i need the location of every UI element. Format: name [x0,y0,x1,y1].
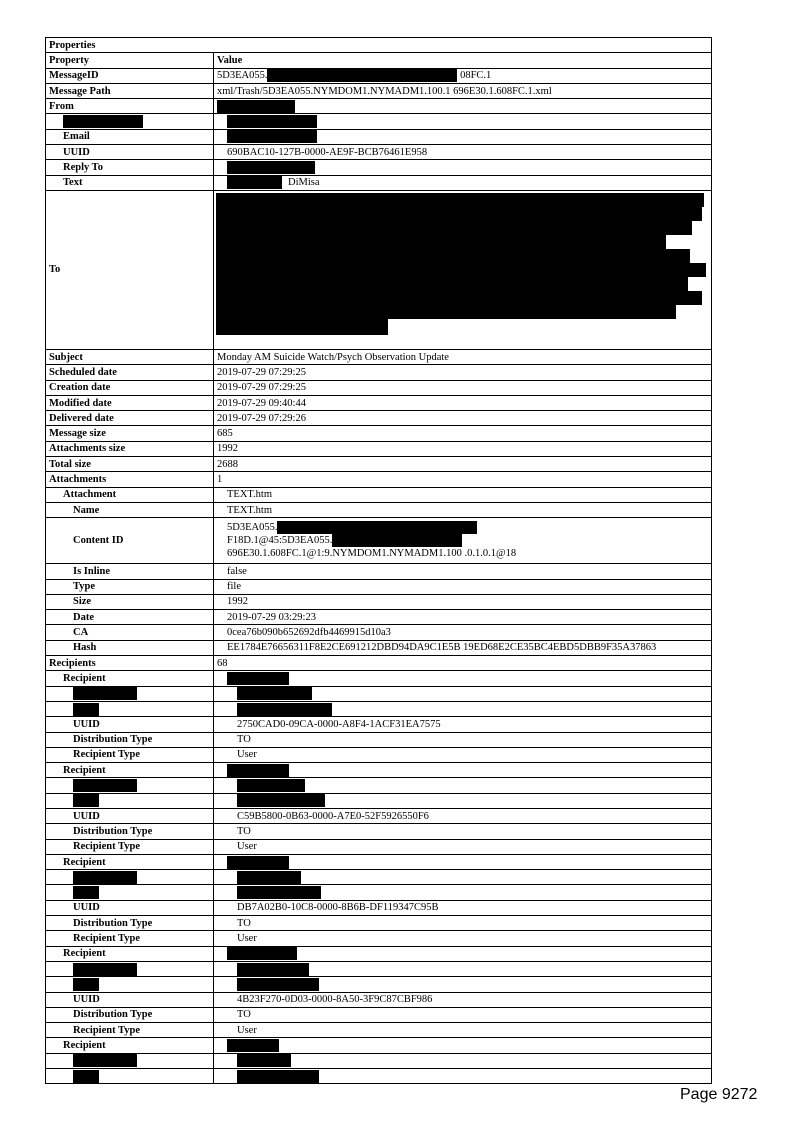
redaction-block [227,161,315,174]
redaction-block [63,115,143,128]
redaction-block [216,319,388,335]
property-value: 1992 [214,594,712,609]
redaction-block [237,1054,291,1067]
page-number: Page 9272 [680,1086,758,1103]
redaction-block [237,687,312,700]
message-id-prefix: 5D3EA055. [217,70,268,82]
recipient-detail-row [46,900,712,915]
property-label [46,870,214,885]
redaction-block [216,207,702,221]
property-label [46,793,214,808]
property-label: Distribution Type [46,824,214,839]
recipient-detail-row [46,824,712,839]
property-label [46,961,214,976]
message-id-suffix: 08FC.1 [457,70,492,82]
property-value [214,1053,712,1068]
content-id-line3: 696E30.1.608FC.1@1:9.NYMDOM1.NYMADM1.100 .0.1.0.1@18 [227,548,517,560]
recipient-detail-row [46,717,712,732]
table-row [46,457,712,472]
property-value: TO [214,824,712,839]
recipient-detail-row [46,701,712,716]
property-value: TO [214,732,712,747]
property-label: Subject [46,349,214,364]
property-value [214,129,712,144]
property-value: 2750CAD0-09CA-0000-A8F4-1ACF31EA7575 [214,717,712,732]
property-value: Monday AM Suicide Watch/Psych Observation Update [214,349,712,364]
recipient-detail-row [46,885,712,900]
property-label [46,701,214,716]
table-row [46,625,712,640]
property-label: Type [46,579,214,594]
property-value [214,68,712,83]
property-label: Is Inline [46,564,214,579]
properties-table-body [46,38,712,1084]
table-row [46,114,712,129]
table-row [46,564,712,579]
redaction-block [216,249,690,263]
property-label: Distribution Type [46,1007,214,1022]
redaction-block [237,779,305,792]
property-value: User [214,931,712,946]
redaction-block [227,1039,279,1052]
redaction-block [227,764,289,777]
redaction-block [237,978,319,991]
redaction-block [73,871,137,884]
redaction-block [216,291,702,305]
table-row [46,610,712,625]
property-label: CA [46,625,214,640]
recipient-row [46,1038,712,1053]
redaction-block [227,856,289,869]
property-value: 2019-07-29 07:29:26 [214,411,712,426]
table-row [46,145,712,160]
property-value: 2688 [214,457,712,472]
property-label: Recipient Type [46,1023,214,1038]
property-label [46,686,214,701]
table-row [46,380,712,395]
recipient-detail-row [46,732,712,747]
property-label: Hash [46,640,214,655]
table-row [46,594,712,609]
property-label: UUID [46,717,214,732]
property-value [214,885,712,900]
property-label: Email [46,129,214,144]
recipient-detail-row [46,1023,712,1038]
recipient-detail-row [46,977,712,992]
property-label: Recipient [46,1038,214,1053]
property-label: Attachments size [46,441,214,456]
redaction-block [73,886,99,899]
redaction-block [216,305,676,319]
property-label: Recipient [46,946,214,961]
property-label: Distribution Type [46,732,214,747]
property-label: Scheduled date [46,365,214,380]
property-label [46,1069,214,1084]
property-label: Recipient Type [46,747,214,762]
property-label: Modified date [46,395,214,410]
property-label: Recipient Type [46,931,214,946]
content-id-line2: F18D.1@45:5D3EA055. [227,535,333,547]
recipient-detail-row [46,839,712,854]
property-value: 690BAC10-127B-0000-AE9F-BCB76461E958 [214,145,712,160]
property-label: Reply To [46,160,214,175]
redaction-block [73,1054,137,1067]
property-value [214,961,712,976]
property-label: Recipient [46,671,214,686]
recipient-detail-row [46,931,712,946]
recipient-detail-row [46,870,712,885]
property-value: 2019-07-29 07:29:25 [214,365,712,380]
property-value: false [214,564,712,579]
property-value [214,686,712,701]
property-value: TEXT.htm [214,487,712,502]
property-value: TEXT.htm [214,502,712,517]
property-value [214,190,712,349]
property-label: Creation date [46,380,214,395]
table-title-row [46,38,712,53]
property-value [214,701,712,716]
recipient-detail-row [46,1069,712,1084]
redaction-block [216,277,688,291]
property-value [214,518,712,564]
table-row [46,640,712,655]
redaction-block [227,130,317,143]
redaction-block [73,794,99,807]
property-value [214,778,712,793]
property-label: UUID [46,808,214,823]
property-value: DB7A02B0-10C8-0000-8B6B-DF119347C95B [214,900,712,915]
redaction-block [73,703,99,716]
property-value: EE1784E76656311F8E2CE691212DBD94DA9C1E5B 19ED68E2CE35BC4EBD5DBB9F35A37863 [214,640,712,655]
table-row [46,83,712,98]
property-label: Text [46,175,214,190]
property-value [214,114,712,129]
table-row [46,502,712,517]
redaction-block [217,100,295,113]
redaction-block [73,1070,99,1083]
recipient-row [46,946,712,961]
redaction-block [216,193,704,207]
redaction-block [277,521,477,534]
property-label: Recipient [46,854,214,869]
redaction-block [216,235,666,249]
redaction-block [73,978,99,991]
redaction-block [227,947,297,960]
recipient-detail-row [46,793,712,808]
property-label: From [46,99,214,114]
recipient-detail-row [46,916,712,931]
redaction-block [227,672,289,685]
table-row [46,365,712,380]
property-label: Recipients [46,656,214,671]
recipient-detail-row [46,747,712,762]
recipient-row [46,763,712,778]
property-label [46,1053,214,1068]
property-value [214,946,712,961]
property-value [214,854,712,869]
table-row [46,160,712,175]
table-row [46,395,712,410]
recipient-detail-row [46,961,712,976]
property-label: UUID [46,145,214,160]
property-value [214,977,712,992]
redaction-block [227,176,282,189]
table-row [46,68,712,83]
property-label: To [46,190,214,349]
property-label: Content ID [46,518,214,564]
property-label [46,885,214,900]
property-value: C59B5800-0B63-0000-A7E0-52F5926550F6 [214,808,712,823]
property-label: Recipient Type [46,839,214,854]
property-value: User [214,1023,712,1038]
redaction-block [73,779,137,792]
table-row [46,411,712,426]
recipient-detail-row [46,778,712,793]
recipient-detail-row [46,686,712,701]
table-header-row [46,53,712,68]
property-value [214,870,712,885]
content-id-row [46,518,712,564]
property-label: Total size [46,457,214,472]
table-row [46,175,712,190]
property-value: 1 [214,472,712,487]
property-label: Delivered date [46,411,214,426]
property-label [46,778,214,793]
table-row [46,579,712,594]
property-value [214,160,712,175]
to-row [46,190,712,349]
property-label: Attachment [46,487,214,502]
redaction-block [216,263,706,277]
property-label: Message Path [46,83,214,98]
property-value: 2019-07-29 09:40:44 [214,395,712,410]
property-label: Date [46,610,214,625]
property-label: UUID [46,900,214,915]
redaction-block [73,963,137,976]
property-value [214,763,712,778]
property-value: TO [214,1007,712,1022]
content-id-line1: 5D3EA055. [227,522,278,534]
property-label: MessageID [46,68,214,83]
property-value: xml/Trash/5D3EA055.NYMDOM1.NYMADM1.100.1 696E30.1.608FC.1.xml [214,83,712,98]
property-label: Name [46,502,214,517]
table-row [46,129,712,144]
property-label: Recipient [46,763,214,778]
redaction-block [237,963,309,976]
property-value: 68 [214,656,712,671]
recipient-row [46,671,712,686]
properties-table [45,37,712,1084]
property-value: file [214,579,712,594]
property-value: TO [214,916,712,931]
table-row [46,487,712,502]
table-row [46,472,712,487]
recipient-row [46,854,712,869]
table-row [46,441,712,456]
table-title: Properties [46,38,712,53]
property-label: Message size [46,426,214,441]
header-value: Value [214,53,712,68]
property-value [214,671,712,686]
redaction-block [216,221,692,235]
recipient-detail-row [46,1007,712,1022]
redaction-block [237,1070,319,1083]
property-value: 2019-07-29 03:29:23 [214,610,712,625]
property-label: Distribution Type [46,916,214,931]
property-label [46,114,214,129]
property-value: 0cea76b090b652692dfb4469915d10a3 [214,625,712,640]
property-value: 1992 [214,441,712,456]
header-property: Property [46,53,214,68]
property-label: Size [46,594,214,609]
to-redaction-area [214,191,711,349]
redaction-block [227,115,317,128]
property-value [214,1069,712,1084]
property-value: User [214,747,712,762]
redaction-block [332,534,462,547]
redaction-block [237,703,332,716]
table-row [46,349,712,364]
property-value [214,175,712,190]
property-value [214,793,712,808]
redaction-block [73,687,137,700]
property-label [46,977,214,992]
redaction-block [237,794,325,807]
table-row [46,656,712,671]
property-value: 4B23F270-0D03-0000-8A50-3F9C87CBF986 [214,992,712,1007]
property-value: 2019-07-29 07:29:25 [214,380,712,395]
property-value [214,1038,712,1053]
property-value: 685 [214,426,712,441]
recipient-detail-row [46,808,712,823]
recipient-detail-row [46,1053,712,1068]
table-row [46,99,712,114]
property-label: Attachments [46,472,214,487]
recipient-detail-row [46,992,712,1007]
text-value: DiMisa [288,177,320,189]
redaction-block [237,886,321,899]
property-value [214,99,712,114]
table-row [46,426,712,441]
redaction-block [237,871,301,884]
redaction-block [267,69,457,82]
property-label: UUID [46,992,214,1007]
property-value: User [214,839,712,854]
